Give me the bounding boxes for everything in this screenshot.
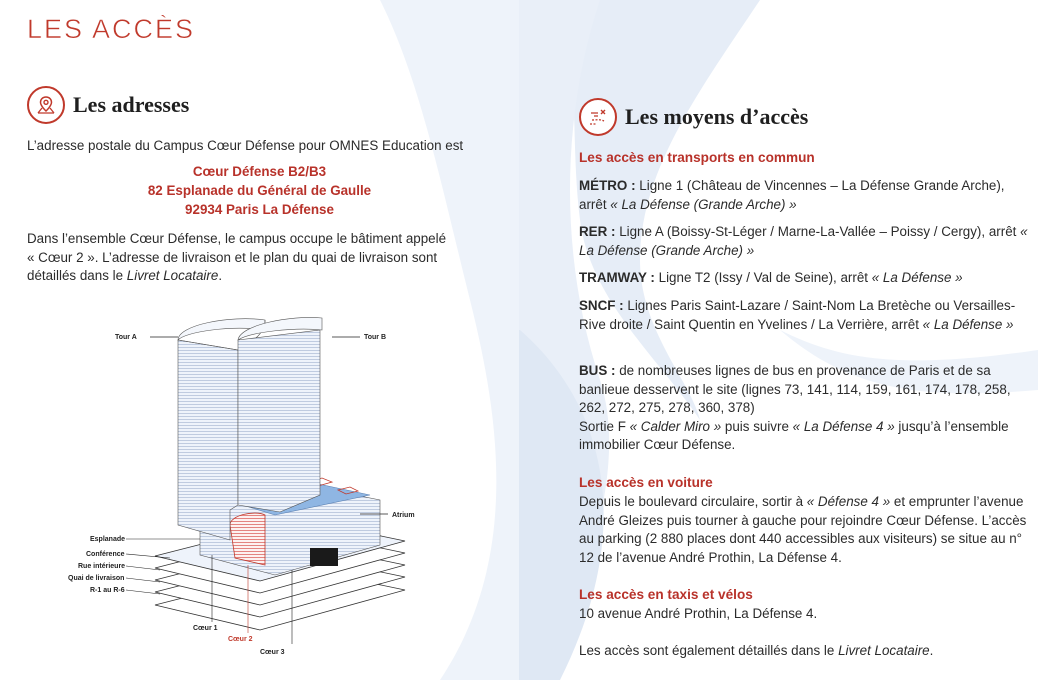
label-quai-livraison: Quai de livraison [68, 575, 125, 582]
label-r1-r6: R-1 au R-6 [90, 587, 125, 594]
transport-heading: Les accès en transports en commun [579, 150, 815, 165]
page-title: LES ACCÈS [27, 14, 196, 44]
address-intro: L’adresse postale du Campus Cœur Défense pour OMNES Education est [27, 138, 464, 153]
address-line-1: Cœur Défense B2/B3 [192, 164, 327, 179]
label-coeur-3: Cœur 3 [260, 649, 285, 656]
bus-info: BUS : de nombreuses lignes de bus en provenance de Paris et de sa banlieue desservent le site (lignes 73, 141, 114, 159, 161, 174, 178, 258, 262, 272, 275, 278, 360, 378) Sortie F « Calder Miro » puis suivre « La Défense 4 » jusqu’à l’ensemble immobilier Cœur Défense. [579, 363, 1011, 452]
footer-note: Les accès sont également détaillés dans le Livret Locataire. [579, 643, 934, 658]
campus-building-diagram [60, 300, 440, 670]
label-conference: Conférence [86, 551, 125, 558]
label-tower-b: Tour B [364, 334, 387, 341]
route-icon [579, 98, 617, 136]
car-info: Depuis le boulevard circulaire, sortir à « Défense 4 » et emprunter l’avenue André Gleizes puis tourner à gauche pour rejoindre Cœur Défense. L’accès au parking (2 880 places dont 440 accessibles aux visiteurs) se situe au n° 12 de l’avenue André Prothin, La Défense 4. [579, 494, 1027, 565]
campus-description: Dans l’ensemble Cœur Défense, le campus occupe le bâtiment appelé « Cœur 2 ». L’adresse de livraison et le plan du quai de livraison sont détaillés dans le Livret Locataire. [27, 231, 447, 283]
taxi-heading: Les accès en taxis et vélos [579, 587, 753, 602]
label-esplanade: Esplanade [90, 536, 126, 543]
sncf-info: SNCF : Lignes Paris Saint-Lazare / Saint-Nom La Bretèche ou Versailles-Rive droite / Saint Quentin en Yvelines / La Verrière, arrêt « La Défense » [579, 298, 1016, 332]
label-tower-a: Tour A [115, 334, 137, 341]
label-coeur-1: Cœur 1 [193, 625, 218, 632]
metro-info: MÉTRO : Ligne 1 (Château de Vincennes – La Défense Grande Arche), arrêt « La Défense (Grande Arche) » [579, 178, 1005, 212]
address-line-3: 92934 Paris La Défense [185, 202, 334, 217]
access-heading: Les moyens d’accès [625, 104, 809, 129]
addresses-header [27, 86, 189, 124]
label-atrium: Atrium [392, 512, 415, 519]
access-header [579, 98, 808, 136]
addresses-heading: Les adresses [73, 92, 190, 117]
label-coeur-2: Cœur 2 [228, 636, 253, 643]
taxi-info: 10 avenue André Prothin, La Défense 4. [579, 606, 818, 621]
tramway-info: TRAMWAY : Ligne T2 (Issy / Val de Seine), arrêt « La Défense » [579, 270, 963, 285]
right-page [519, 0, 1038, 680]
tower-b [238, 317, 322, 512]
map-pin-icon [27, 86, 65, 124]
address-line-2: 82 Esplanade du Général de Gaulle [147, 183, 372, 198]
car-heading: Les accès en voiture [579, 475, 713, 490]
rer-info: RER : Ligne A (Boissy-St-Léger / Marne-La-Vallée – Poissy / Cergy), arrêt « La Défense (Grande Arche) » [579, 224, 1028, 258]
label-rue-interieure: Rue intérieure [78, 563, 126, 570]
